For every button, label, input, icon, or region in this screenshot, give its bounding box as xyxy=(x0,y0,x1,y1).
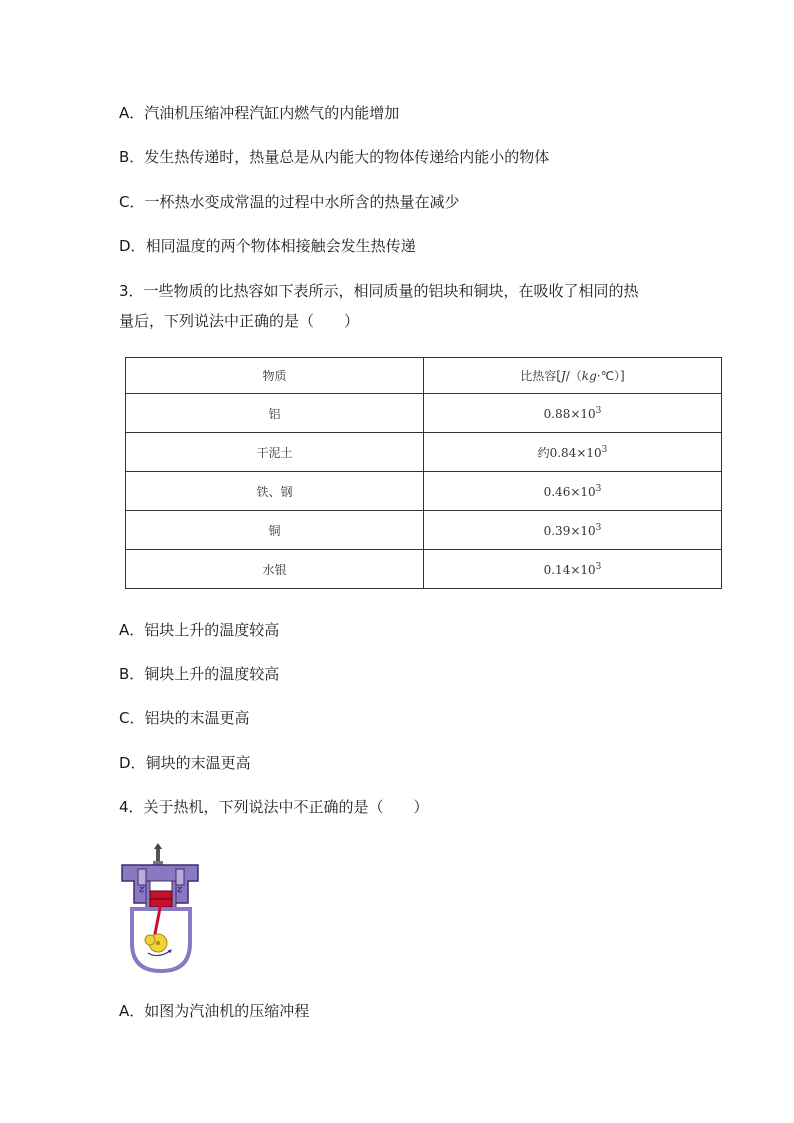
q3-stem-line2: 量后，下列说法中正确的是（ ） xyxy=(119,312,360,330)
table-row xyxy=(126,550,722,589)
table-row xyxy=(126,433,722,472)
q3-option-c: C．铝块的末温更高 xyxy=(119,709,250,727)
header-specific-heat: 比热容[J/（kg·℃）] xyxy=(424,358,722,394)
cell-substance: 铁、钢 xyxy=(126,472,424,511)
option-text: 一杯热水变成常温的过程中水所含的热量在减少 xyxy=(144,193,460,211)
cell-value: $0.39\times 10^3$ xyxy=(424,511,722,550)
table-row xyxy=(126,472,722,511)
cell-substance: 铝 xyxy=(126,394,424,433)
q3-stem-line1: 3．一些物质的比热容如下表所示，相同质量的铝块和铜块，在吸收了相同的热 xyxy=(119,282,639,300)
cell-value: 约$0.84\times 10^3$ xyxy=(424,433,722,472)
header-substance: 物质 xyxy=(126,358,424,394)
table-row xyxy=(126,511,722,550)
spark-plug xyxy=(156,849,160,863)
cell-substance: 水银 xyxy=(126,550,424,589)
option-text: 发生热传递时，热量总是从内能大的物体传递给内能小的物体 xyxy=(144,148,550,166)
q3-option-d: D．铜块的末温更高 xyxy=(119,754,251,772)
cell-substance: 铜 xyxy=(126,511,424,550)
q2-option-a xyxy=(119,103,399,123)
specific-heat-table xyxy=(125,357,722,589)
cell-substance: 干泥土 xyxy=(126,433,424,472)
table-row xyxy=(126,394,722,433)
q2-option-d xyxy=(119,236,416,256)
q2-option-b xyxy=(119,147,549,167)
cell-value: $0.88\times 10^3$ xyxy=(424,394,722,433)
option-text: 相同温度的两个物体相接触会发生热传递 xyxy=(145,237,416,255)
q3-option-b: B．铜块上升的温度较高 xyxy=(119,665,280,683)
table-header-row xyxy=(126,358,722,394)
option-letter: D． xyxy=(119,237,146,255)
q3-option-a: A．铝块上升的温度较高 xyxy=(119,621,280,639)
cell-value: $0.46\times 10^3$ xyxy=(424,472,722,511)
option-letter: B． xyxy=(119,148,145,166)
q4-stem: 4．关于热机，下列说法中不正确的是（ ） xyxy=(119,798,429,816)
option-letter: A． xyxy=(119,104,145,122)
q2-option-c xyxy=(119,192,460,212)
cell-value: $0.14\times 10^3$ xyxy=(424,550,722,589)
engine-diagram xyxy=(118,843,204,975)
option-letter: C． xyxy=(119,193,145,211)
q4-option-a: A．如图为汽油机的压缩冲程 xyxy=(119,1002,310,1020)
option-text: 汽油机压缩冲程汽缸内燃气的内能增加 xyxy=(144,104,400,122)
